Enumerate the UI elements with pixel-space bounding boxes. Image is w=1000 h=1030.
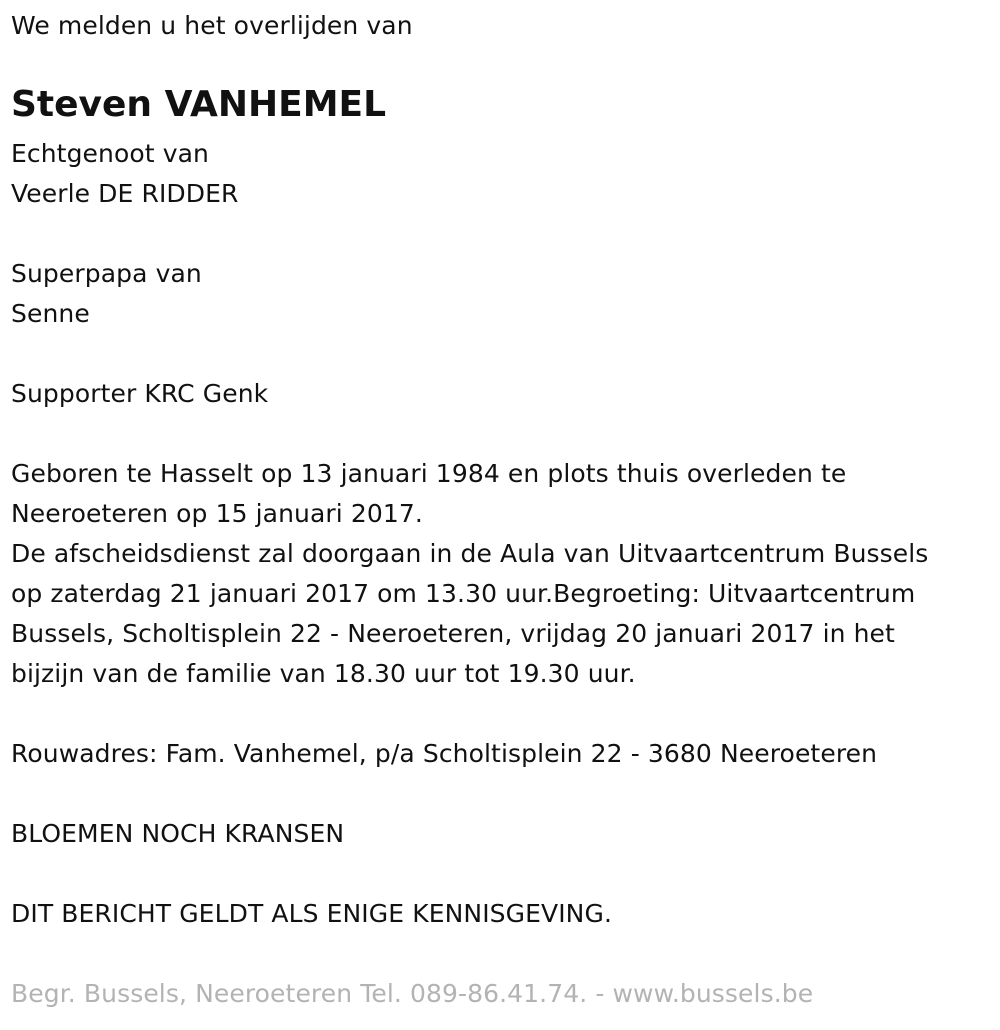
details-line: Neeroeteren op 15 januari 2017. <box>11 499 423 528</box>
details-paragraph <box>11 454 928 694</box>
child-block <box>11 254 202 334</box>
supporter-text: Supporter KRC Genk <box>11 379 269 408</box>
spouse-label: Echtgenoot van <box>11 139 209 168</box>
supporter-block <box>11 374 268 414</box>
mourning-address-block <box>11 734 877 774</box>
details-line: De afscheidsdienst zal doorgaan in de Aula van Uitvaartcentrum Bussels <box>11 539 929 568</box>
details-line: op zaterdag 21 januari 2017 om 13.30 uur.Begroeting: Uitvaartcentrum <box>11 579 916 608</box>
spouse-name: Veerle DE RIDDER <box>11 179 239 208</box>
child-name: Senne <box>11 299 90 328</box>
funeral-home-footer: Begr. Bussels, Neeroeteren Tel. 089-86.41.74. - www.bussels.be <box>11 979 814 1008</box>
spouse-block <box>11 134 238 214</box>
flowers-note-block <box>11 814 344 854</box>
flowers-note: BLOEMEN NOCH KRANSEN <box>11 819 345 848</box>
details-line: Geboren te Hasselt op 13 januari 1984 en plots thuis overleden te <box>11 459 847 488</box>
notice-note-block <box>11 894 612 934</box>
notice-note: DIT BERICHT GELDT ALS ENIGE KENNISGEVING. <box>11 899 612 928</box>
details-line: Bussels, Scholtisplein 22 - Neeroeteren, vrijdag 20 januari 2017 in het <box>11 619 895 648</box>
mourning-address: Rouwadres: Fam. Vanhemel, p/a Scholtisplein 22 - 3680 Neeroeteren <box>11 739 878 768</box>
child-label: Superpapa van <box>11 259 202 288</box>
deceased-name: Steven VANHEMEL <box>11 84 387 125</box>
details-line: bijzijn van de familie van 18.30 uur tot 19.30 uur. <box>11 659 636 688</box>
intro-text: We melden u het overlijden van <box>11 11 413 40</box>
